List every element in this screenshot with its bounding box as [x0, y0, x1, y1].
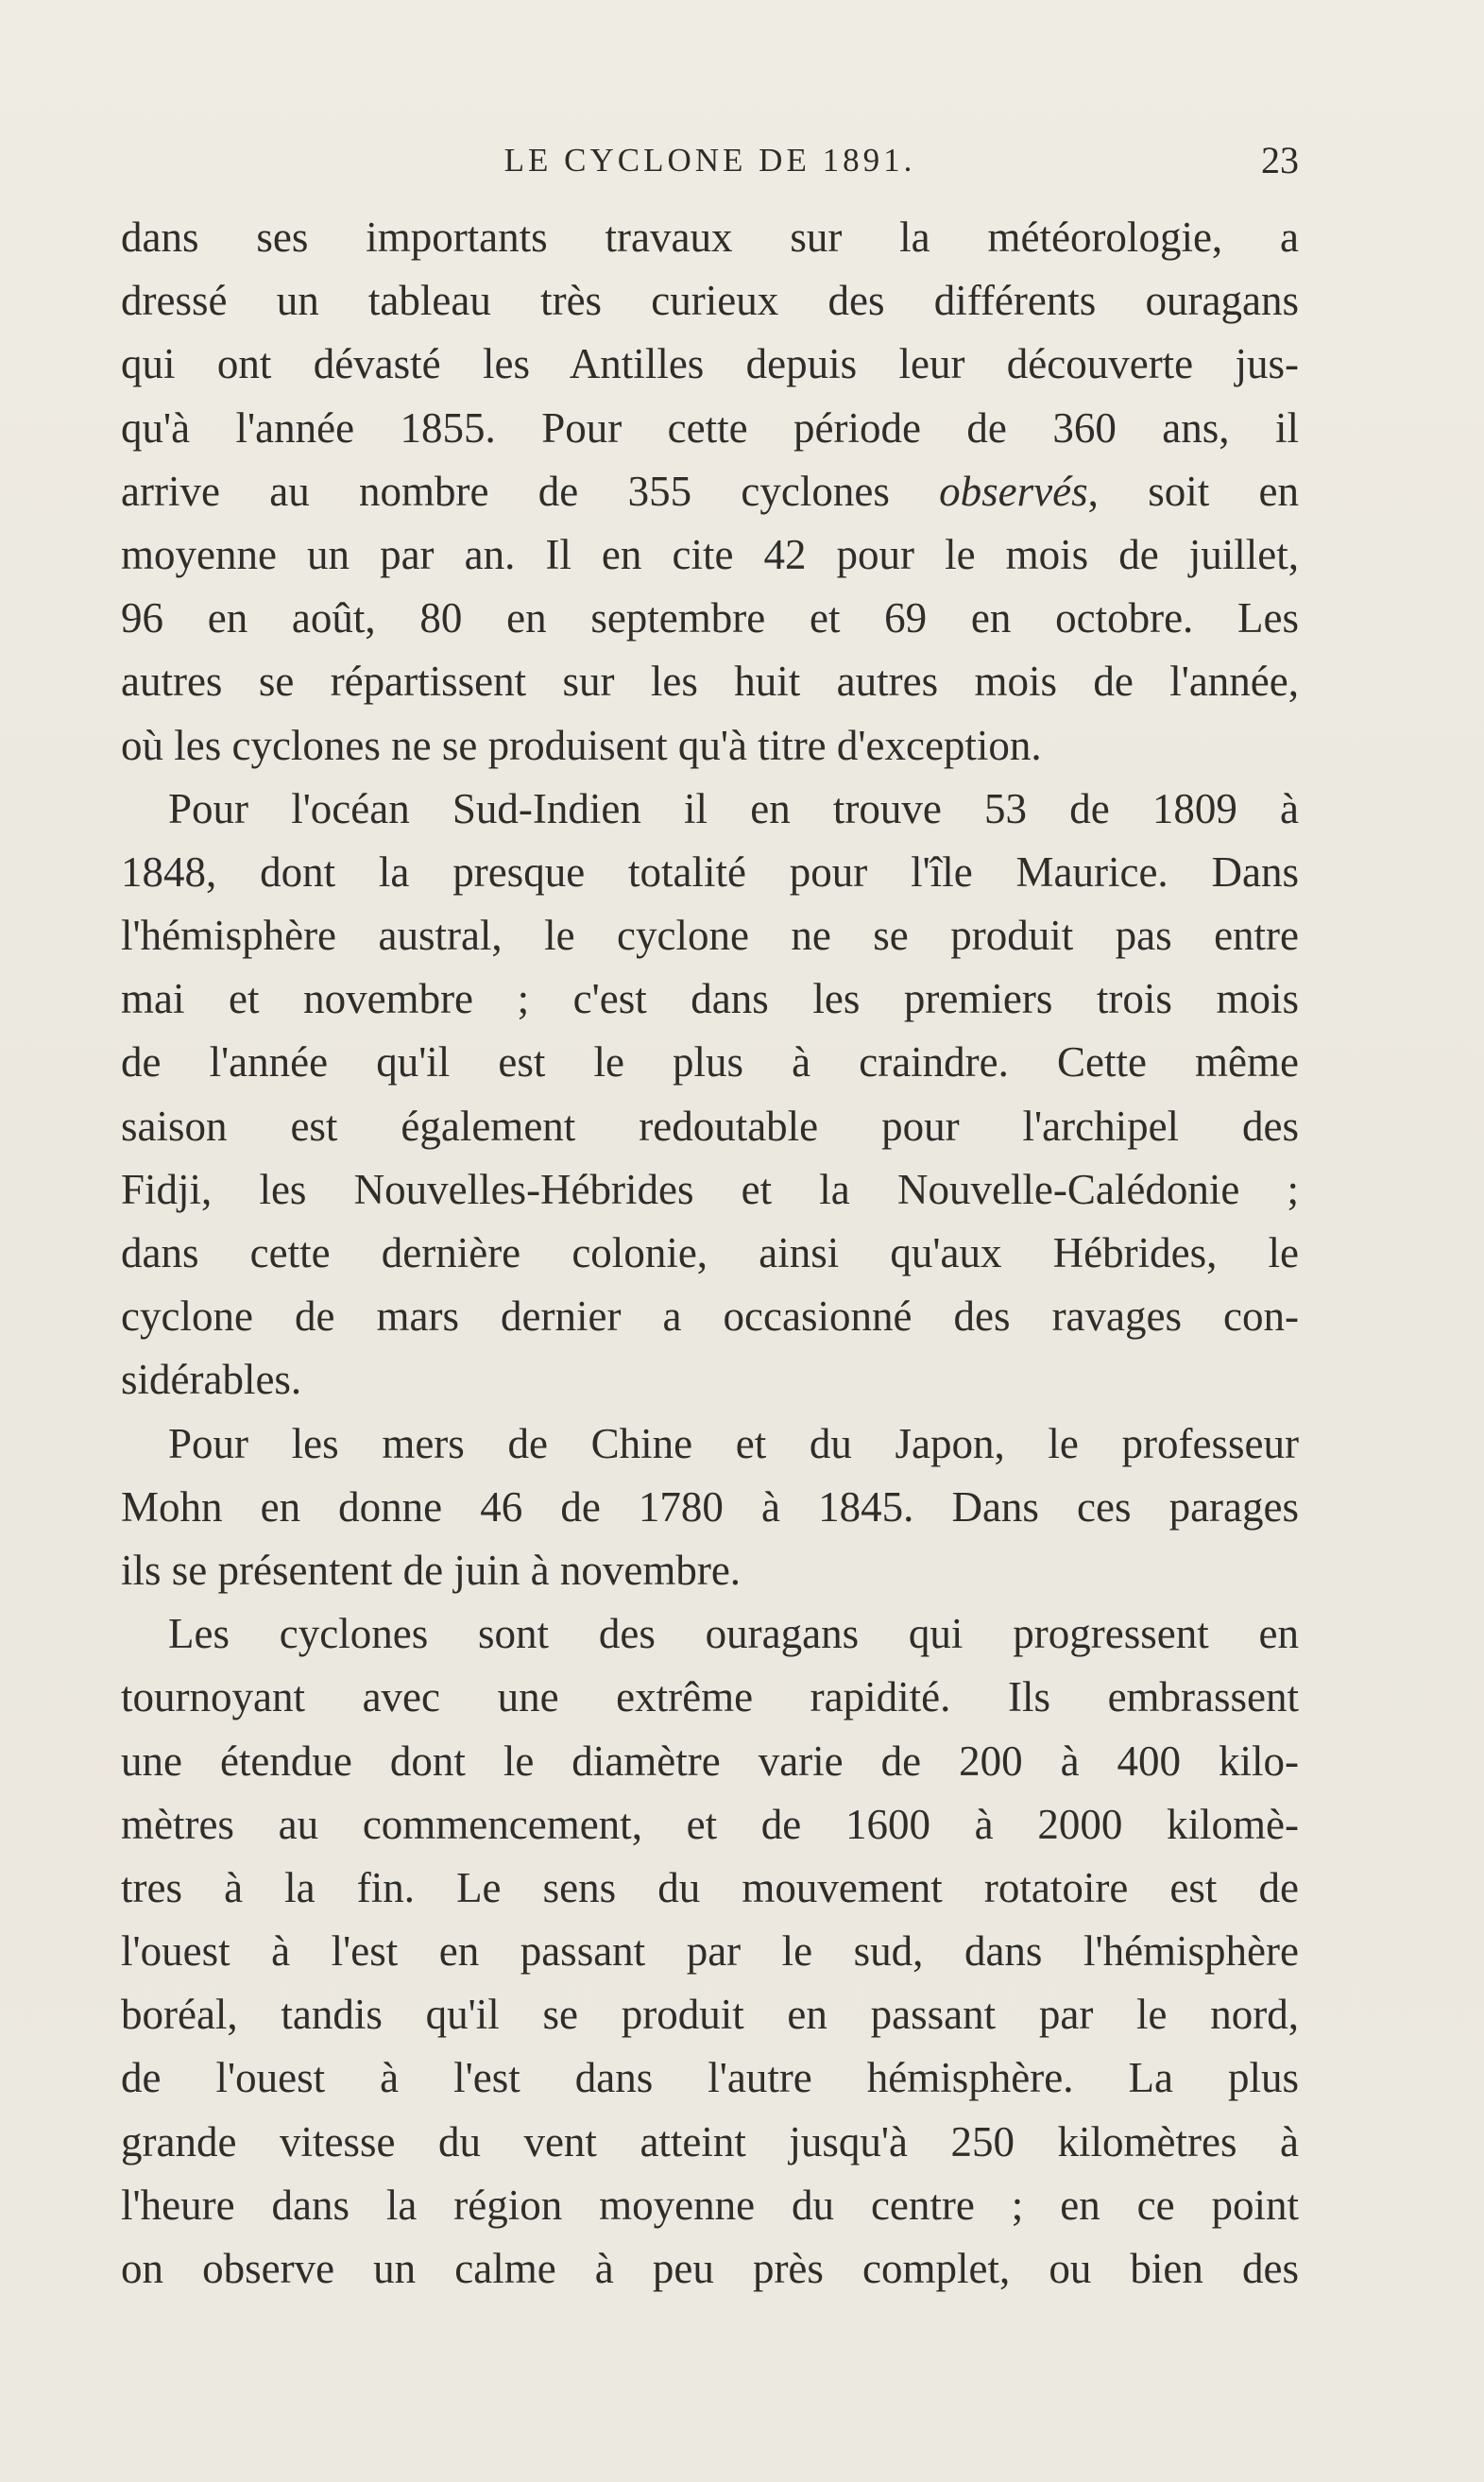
text-line: on observe un calme à peu près complet, ou bien des	[121, 2245, 1299, 2292]
paragraph-first-line: Pour les mers de Chine et du Japon, le professeur	[168, 1419, 1299, 1467]
text-line: Fidji, les Nouvelles-Hébrides et la Nouvelle-Calédonie ;	[121, 1165, 1299, 1213]
page-number: 23	[1261, 139, 1299, 181]
page-header	[121, 137, 1299, 184]
text-line: de l'année qu'il est le plus à craindre. Cette même	[121, 1038, 1299, 1087]
text-line: qu'à l'année 1855. Pour cette période de 360 ans, il	[121, 403, 1299, 452]
text-line: 96 en août, 80 en septembre et 69 en octobre. Les	[121, 594, 1299, 642]
text-line: l'heure dans la région moyenne du centre ; en ce point	[121, 2181, 1299, 2229]
text-line: saison est également redoutable pour l'archipel des	[121, 1102, 1299, 1150]
text-line: une étendue dont le diamètre varie de 200 à 400 kilo-	[121, 1737, 1299, 1785]
text-line: qui ont dévasté les Antilles depuis leur découverte jus-	[121, 340, 1299, 388]
paragraph-first-line: Les cyclones sont des ouragans qui progressent en	[168, 1610, 1299, 1658]
body-text	[121, 206, 1299, 2301]
text-line: ils se présentent de juin à novembre.	[121, 1546, 742, 1594]
text-line: moyenne un par an. Il en cite 42 pour le mois de juillet,	[121, 530, 1299, 578]
text-line: tres à la fin. Le sens du mouvement rotatoire est de	[121, 1863, 1299, 1911]
paragraph-first-line: Pour l'océan Sud-Indien il en trouve 53 de 1809 à	[168, 784, 1299, 832]
text-line: grande vitesse du vent atteint jusqu'à 250 kilomètres à	[121, 2117, 1299, 2165]
text-line: tournoyant avec une extrême rapidité. Ils embrassent	[121, 1673, 1299, 1721]
text-line: Mohn en donne 46 de 1780 à 1845. Dans ces parages	[121, 1482, 1299, 1531]
text-segment: arrive au nombre de 355 cyclones	[121, 467, 940, 515]
text-line: dans ses importants travaux sur la météorologie, a	[121, 214, 1299, 261]
text-line: sidérables.	[121, 1356, 302, 1404]
text-line: l'ouest à l'est en passant par le sud, dans l'hémisphère	[121, 1927, 1299, 1976]
text-segment: , soit en	[1087, 467, 1299, 515]
text-line: autres se répartissent sur les huit autres mois de l'année,	[121, 658, 1299, 706]
italic-word: observés	[939, 467, 1088, 515]
text-line: l'hémisphère austral, le cyclone ne se produit pas entre	[121, 912, 1299, 960]
text-line: dans cette dernière colonie, ainsi qu'aux Hébrides, le	[121, 1229, 1299, 1276]
text-line: 1848, dont la presque totalité pour l'île Maurice. Dans	[121, 847, 1299, 896]
text-line: cyclone de mars dernier a occasionné des ravages con-	[121, 1292, 1299, 1341]
text-line: où les cyclones ne se produisent qu'à titre d'exception.	[121, 721, 1042, 769]
text-line	[121, 460, 1299, 523]
running-title: LE CYCLONE DE 1891.	[503, 142, 916, 179]
text-line: de l'ouest à l'est dans l'autre hémisphère. La plus	[121, 2054, 1299, 2102]
text-line: mai et novembre ; c'est dans les premiers trois mois	[121, 975, 1299, 1023]
text-line: dressé un tableau très curieux des différents ouragans	[121, 277, 1299, 325]
text-line: boréal, tandis qu'il se produit en passant par le nord,	[121, 1991, 1299, 2039]
text-line: mètres au commencement, et de 1600 à 2000 kilomè-	[121, 1800, 1299, 1848]
